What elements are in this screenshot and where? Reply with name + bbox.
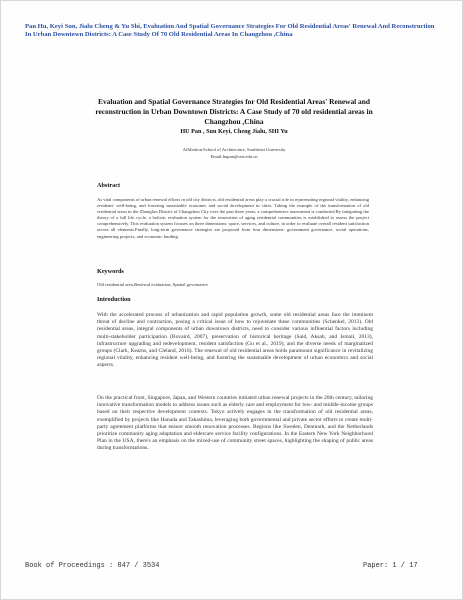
abstract-heading: Abstract xyxy=(97,182,121,189)
introduction-heading: Introduction xyxy=(97,296,131,303)
paper-page-counter: Paper: 1 / 17 xyxy=(363,562,418,570)
author-list: HU Pan , Sun Keyi, Cheng Jialu, SHI Yu xyxy=(180,128,288,135)
introduction-paragraph-2: On the practical front, Singapore, Japan, and Western countries initiated urban renewal projects in the 20th century, tailoring innovative transformation models to address issues such as elderly care and employment for low- and middle-income groups based on their respective development contexts. Tokyo actively engages in the transformation of old residential areas, exemplified by projects like Hanada and Takashima, leveraging both governmental and private sector efforts to create multi-party agreement platforms that ensure smooth renovation processes. Regions like Sweden, Denmark, and the Netherlands prioritize community aging adaptation and eldercare service facility configurations. In the Eastern New York Neighborhood Plan in the USA, there's an emphasis on the mixed-use of community street spaces, highlighting the shaping of public areas during transformations. xyxy=(97,395,373,452)
proceedings-page-counter: Book of Proceedings : 847 / 3534 xyxy=(25,562,160,570)
running-head: Pan Hu, Keyi Sun, Jialu Cheng & Yu Shi, Evaluation And Spatial Governance Strategies For Old Residential Areas' Renewal And Reconstruction In Urban Downtown Districts: A Case Study Of 70 Old Residential Areas In Changzhou ,China xyxy=(25,23,435,38)
abstract-text: As vital components of urban renewal efforts in old city districts, old residential areas play a crucial role in rejuvenating regional vitality, enhancing residents' well-being, and fostering sustainable economic and social development in cities. Taking the example of the transformation of old residential areas in the Zhonglou District of Changzhou City over the past three years, a comprehensive assessment is conducted.By integrating the theory of a full life cycle, a holistic evaluation system for the renovation of aging residential communities is established to assess the project comprehensively. This evaluation system focuses on three dimensions: space, services, and culture, in order to evaluate overall resident satisfaction across all elements.Finally, long-term governance strategies are proposed from four dimensions: government governance, social operations, engineering projects, and economic funding. xyxy=(97,197,369,239)
introduction-paragraph-1: With the accelerated process of urbanization and rapid population growth, some old residential areas face the imminent threat of decline and contraction, posing a critical issue of how to rejuvenate these communities (Schenkel, 2013). Old residential areas, integral components of urban downtown districts, need to consider various influential factors including multi-stakeholder participation (Bovaird, 2007), preservation of historical heritage (Said, Aksah, and Ismail, 2013), infrastructure upgrading and redevelopment, resident satisfaction (Gu et al., 2019), and the diverse needs of marginalized groups (Clark, Kearns, and Cleland, 2016). The renewal of old residential areas holds paramount significance in revitalizing regional vitality, enhancing resident well-being, and fostering the sustainable development of urban economics and social aspects. xyxy=(97,312,373,369)
paper-title: Evaluation and Spatial Governance Strategies for Old Residential Areas' Renewal and reconstruction in Urban Downtown Districts: A Case Study of 70 old residential areas in Changzhou ,China xyxy=(95,97,373,126)
keywords-text: Old residential area,Renewal evaluation, Spatial governance xyxy=(97,282,208,287)
author-email: Email:hupan@seu.edu.cn xyxy=(210,153,258,159)
keywords-heading: Keywords xyxy=(97,268,124,275)
affiliation-block xyxy=(101,147,367,160)
affiliation: Affiliation:School of Architecture, Southeast University xyxy=(182,147,286,152)
